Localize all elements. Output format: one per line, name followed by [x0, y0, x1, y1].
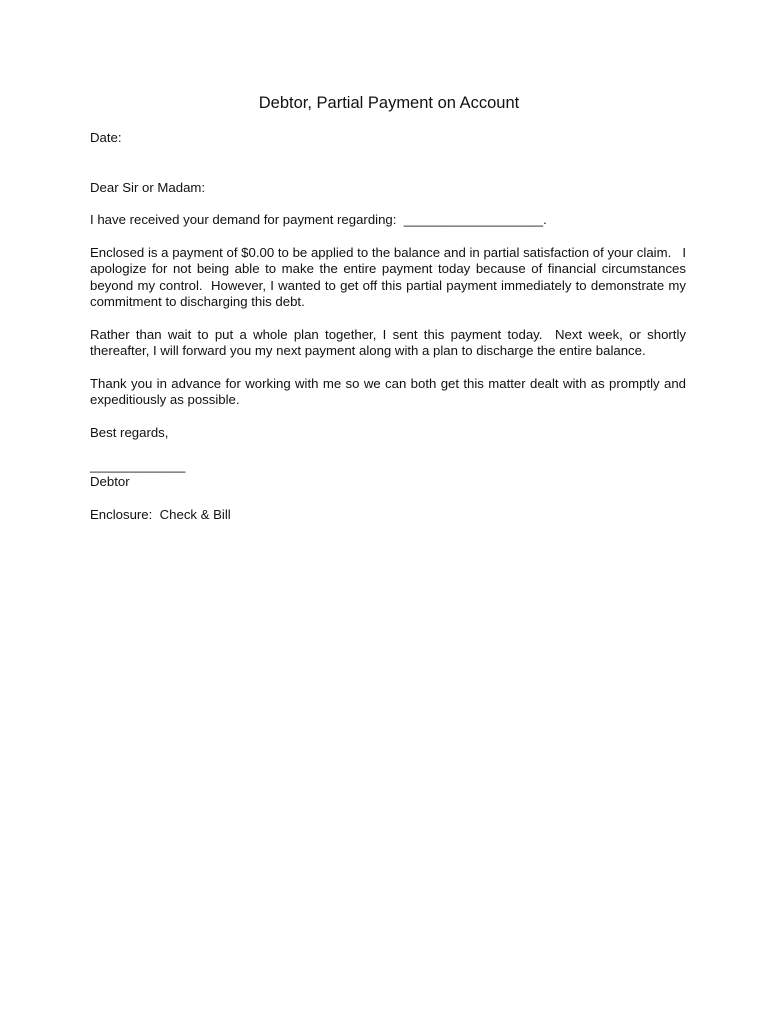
letter-title: Debtor, Partial Payment on Account	[258, 94, 520, 112]
closing: Best regards,	[90, 425, 169, 440]
payment-paragraph: Enclosed is a payment of $0.00 to be applied to the balance and in partial satisfaction of your claim. I apologize for not being able to make the entire payment today because of financial circumstances beyond my control. However, I wanted to get off this partial payment immediately to demonstrate my commitment to discharging this debt.	[90, 245, 690, 310]
salutation: Dear Sir or Madam:	[90, 180, 206, 195]
date-label: Date:	[90, 130, 122, 145]
thanks-paragraph: Thank you in advance for working with me so we can both get this matter dealt with as promptly and expeditiously as possible.	[90, 376, 686, 408]
plan-paragraph: Rather than wait to put a whole plan together, I sent this payment today. Next week, or shortly thereafter, I will forward you my next payment along with a plan to discharge the entire balance.	[90, 327, 690, 359]
enclosure-note: Enclosure: Check & Bill	[90, 507, 231, 522]
demand-line: I have received your demand for payment regarding: ___________________.	[90, 212, 547, 227]
signer-name: Debtor	[90, 474, 130, 489]
signature-line: _____________	[90, 458, 186, 473]
